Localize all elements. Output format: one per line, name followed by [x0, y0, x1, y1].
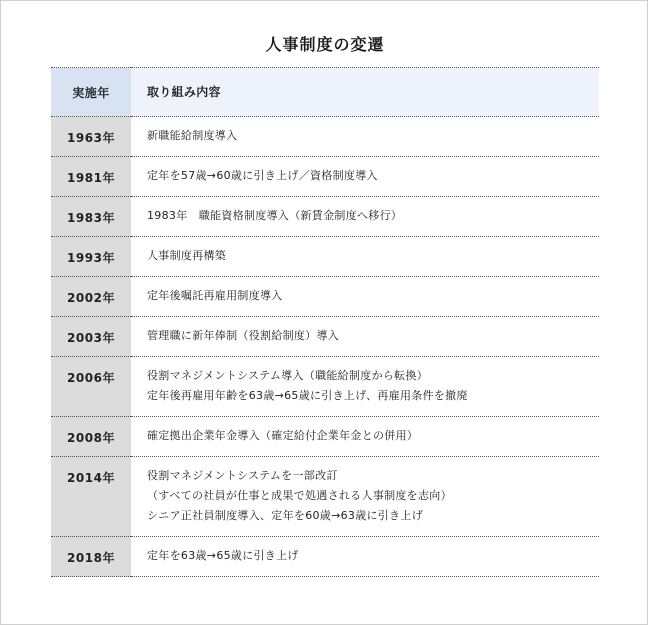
table-row	[51, 317, 599, 357]
table-row	[51, 417, 599, 457]
row-content	[131, 537, 599, 577]
row-content	[131, 197, 599, 237]
row-line: 新職能給制度導入	[147, 129, 238, 142]
row-content	[131, 117, 599, 157]
table-row	[51, 157, 599, 197]
table-row	[51, 197, 599, 237]
row-year: 2008年	[51, 417, 131, 457]
row-content	[131, 237, 599, 277]
row-line: 定年を63歳→65歳に引き上げ	[147, 549, 299, 562]
row-content	[131, 157, 599, 197]
row-content	[131, 317, 599, 357]
row-year: 1993年	[51, 237, 131, 277]
row-year: 2018年	[51, 537, 131, 577]
table-row	[51, 237, 599, 277]
row-line: 役割マネジメントシステムを一部改訂	[147, 469, 338, 482]
table-row	[51, 117, 599, 157]
row-content	[131, 277, 599, 317]
row-year: 1983年	[51, 197, 131, 237]
page-title: 人事制度の変遷	[265, 35, 385, 54]
row-content	[131, 417, 599, 457]
row-line: シニア正社員制度導入、定年を60歳→63歳に引き上げ	[147, 509, 424, 522]
row-line: 確定拠出企業年金導入（確定給付企業年金との併用）	[147, 429, 419, 442]
row-line: 定年後再雇用年齢を63歳→65歳に引き上げ、再雇用条件を撤廃	[147, 389, 468, 402]
row-year: 1963年	[51, 117, 131, 157]
history-table	[51, 67, 599, 577]
table-row	[51, 357, 599, 417]
row-year: 2002年	[51, 277, 131, 317]
header-content: 取り組み内容	[131, 68, 599, 117]
row-content	[131, 457, 599, 537]
row-line: 役割マネジメントシステム導入（職能給制度から転換）	[147, 369, 429, 382]
row-year: 2003年	[51, 317, 131, 357]
header-year: 実施年	[51, 68, 131, 117]
row-line: 管理職に新年俸制（役割給制度）導入	[147, 329, 340, 342]
table-row	[51, 277, 599, 317]
row-line: 1983年 職能資格制度導入（新賃金制度へ移行）	[147, 209, 403, 222]
row-line: 定年を57歳→60歳に引き上げ／資格制度導入	[147, 169, 378, 182]
table-row	[51, 457, 599, 537]
row-year: 2014年	[51, 457, 131, 537]
row-year: 2006年	[51, 357, 131, 417]
row-line: 定年後嘱託再雇用制度導入	[147, 289, 283, 302]
table-row	[51, 537, 599, 577]
table-header-row	[51, 68, 599, 117]
row-year: 1981年	[51, 157, 131, 197]
row-line: （すべての社員が仕事と成果で処遇される人事制度を志向）	[147, 489, 452, 502]
row-line: 人事制度再構築	[147, 249, 227, 262]
row-content	[131, 357, 599, 417]
